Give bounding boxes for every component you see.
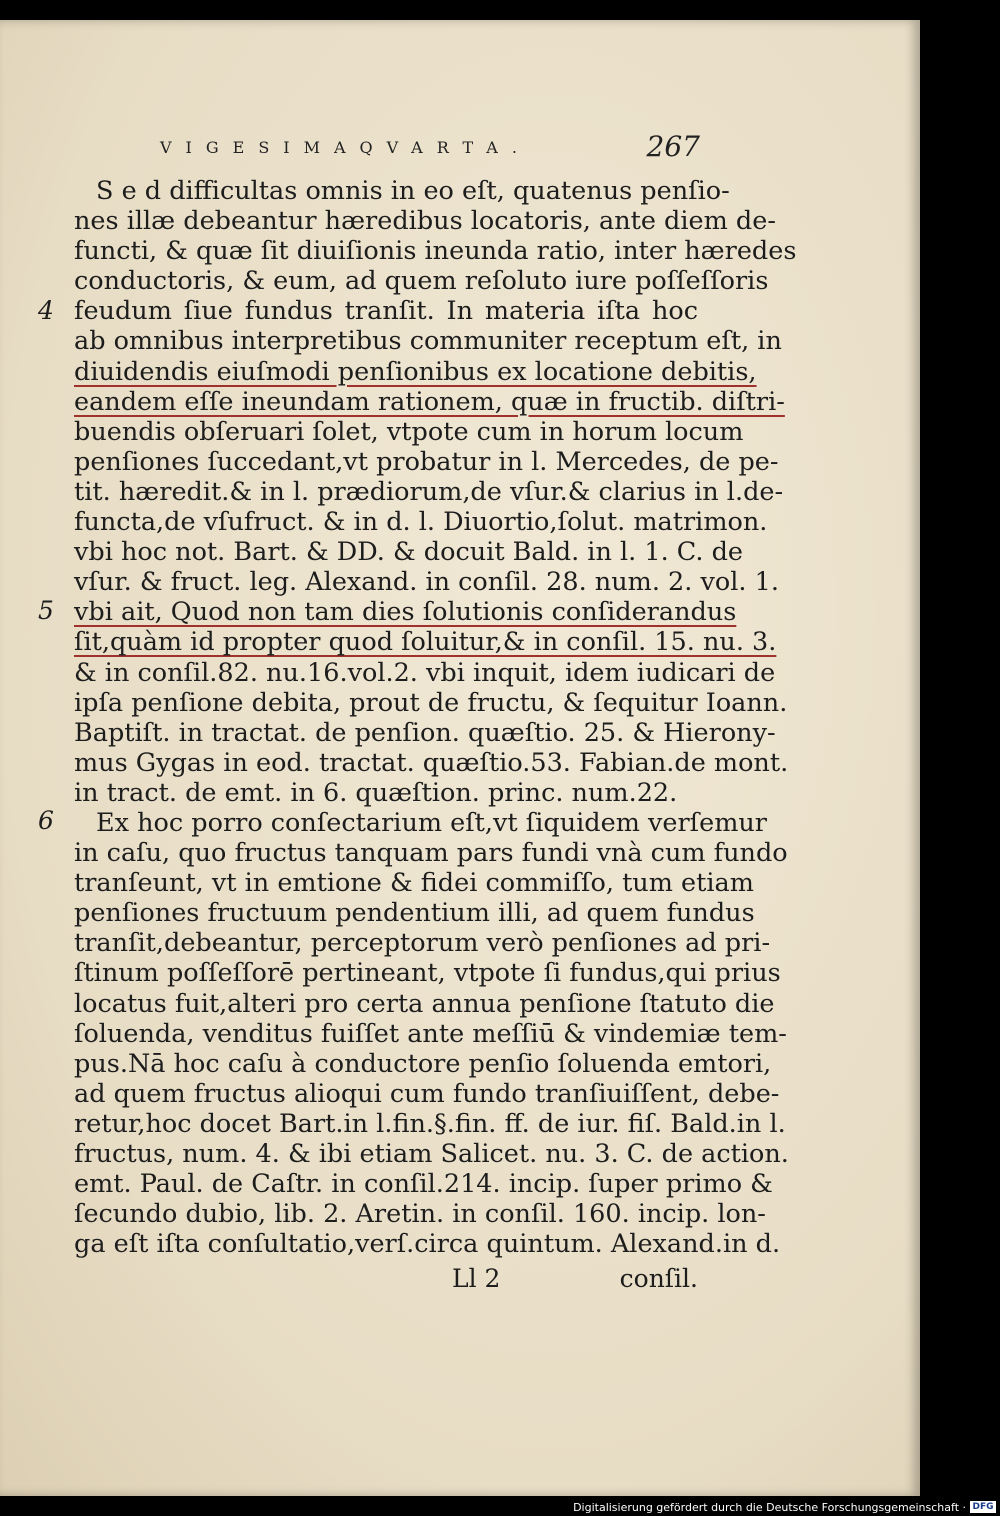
text-line: vſur. & fruct. leg. Alexand. in conſil. 28. num. 2. vol. 1. [74, 567, 779, 598]
text-line: in caſu, quo fructus tanquam pars fundi vnà cum fundo [74, 838, 788, 869]
text-line: buendis obſeruari ſolet, vtpote cum in horum locum [74, 416, 744, 447]
catchword: conſil. [619, 1264, 698, 1293]
text-line: tit. hæredit.& in l. prædiorum,de vſur.& clarius in l.de- [74, 476, 784, 507]
margin-number: 4 [38, 296, 54, 325]
margin-number: 5 [38, 596, 54, 625]
text-line: feudum ſiue fundus tranſit. In materia iſta hoc [74, 296, 698, 327]
text-line: nes illæ debeantur hæredibus locatoris, ante diem de- [74, 206, 776, 237]
digitization-credit: Digitalisierung gefördert durch die Deutsche Forschungsgemeinschaft · [573, 1501, 966, 1514]
page-footer [452, 1264, 698, 1296]
text-line: conductoris, & eum, ad quem reſoluto iure poſſeſſoris [74, 266, 769, 297]
text-line: emt. Paul. de Caſtr. in conſil.214. incip. ſuper primo & [74, 1169, 773, 1200]
text-line: locatus fuit,alteri pro certa annua penſione ſtatuto die [74, 988, 775, 1019]
text-line: ſoluenda, venditus fuiſſet ante meſſiū & vindemiæ tem- [74, 1018, 787, 1049]
text-line: & in conſil.82. nu.16.vol.2. vbi inquit, idem iudicari de [74, 657, 776, 688]
text-line: penſiones fructuum pendentium illi, ad quem fundus [74, 898, 755, 929]
text-line: penſiones ſuccedant,vt probatur in l. Mercedes, de pe- [74, 446, 779, 477]
text-line: tranſeunt, vt in emtione & fidei commiſſo, tum etiam [74, 868, 754, 899]
page-number: 267 [646, 130, 700, 163]
running-title: VIGESIMAQVARTA. [160, 138, 531, 157]
text-line: ſtinum poſſeſſorē pertineant, vtpote ſi fundus,qui prius [74, 958, 781, 989]
text-line: functi, & quæ ſit diuiſionis ineunda ratio, inter hæredes [74, 236, 797, 267]
underlined-text-line: eandem eſſe ineundam rationem, quæ in fructib. diſtri- [74, 386, 785, 417]
text-line: vbi hoc not. Bart. & DD. & docuit Bald. in l. 1. C. de [74, 537, 744, 568]
text-line: in tract. de emt. in 6. quæſtion. princ. num.22. [74, 777, 678, 808]
text-line: pus.Nā hoc caſu à conductore penſio ſoluenda emtori, [74, 1048, 772, 1079]
signature-mark: Ll 2 [452, 1264, 501, 1293]
underlined-text-line: ſit,quàm id propter quod ſoluitur,& in conſil. 15. nu. 3. [74, 627, 777, 658]
text-line: ga eſt iſta conſultatio,verſ.circa quintum. Alexand.in d. [74, 1229, 781, 1260]
underlined-text-line: vbi ait, Quod non tam dies ſolutionis conſiderandus [74, 597, 737, 628]
text-line: S e d difficultas omnis in eo eſt, quatenus penſio- [96, 176, 730, 206]
text-line: Baptiſt. in tractat. de penſion. quæſtio. 25. & Hierony- [74, 717, 776, 748]
text-line: ſecundo dubio, lib. 2. Aretin. in conſil. 160. incip. lon- [74, 1199, 766, 1230]
text-line: Ex hoc porro conſectarium eſt,vt ſiquidem verſemur [96, 807, 767, 838]
margin-number: 6 [38, 806, 54, 835]
page-header [160, 130, 700, 170]
text-line: functa,de vſufruct. & in d. l. Diuortio,ſolut. matrimon. [74, 507, 768, 538]
text-line: ab omnibus interpretibus communiter receptum eſt, in [74, 326, 782, 357]
text-line: mus Gygas in eod. tractat. quæſtio.53. Fabian.de mont. [74, 747, 789, 778]
text-line: fructus, num. 4. & ibi etiam Salicet. nu. 3. C. de action. [74, 1139, 789, 1169]
text-line: tranſit,debeantur, perceptorum verò penſiones ad pri- [74, 928, 771, 959]
text-line: retur,hoc docet Bart.in l.fin.§.fin. ff. de iur. fiſ. Bald.in l. [74, 1108, 786, 1139]
body-text [74, 176, 797, 1260]
underlined-text-line: diuidendis eiuſmodi penſionibus ex locatione debitis, [74, 356, 757, 387]
text-line: ipſa penſione debita, prout de fructu, & ſequitur Ioann. [74, 687, 788, 718]
dfg-logo-icon: DFG [970, 1501, 996, 1513]
text-line: ad quem fructus alioqui cum fundo tranſiuiſſent, debe- [74, 1078, 780, 1109]
